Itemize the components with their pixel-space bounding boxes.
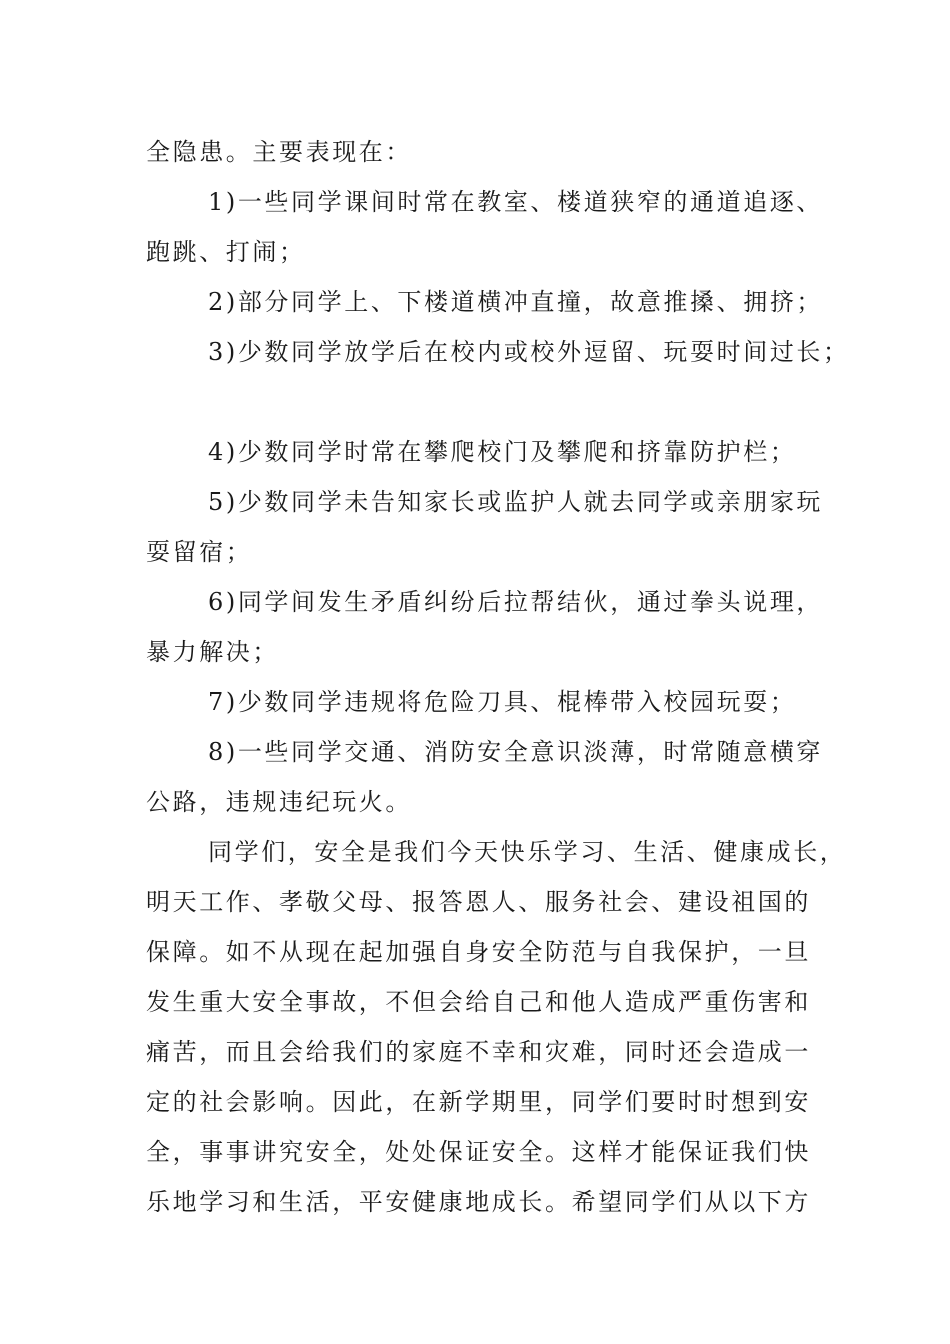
list-item-6-line: 6)同学间发生矛盾纠纷后拉帮结伙，通过拳头说理， — [208, 588, 824, 616]
paragraph-line: 同学们，安全是我们今天快乐学习、生活、健康成长， — [208, 838, 847, 866]
list-item-2-line: 2)部分同学上、下楼道横冲直撞，故意推搡、拥挤； — [208, 288, 824, 316]
list-item-5-continuation: 耍留宿； — [146, 538, 253, 566]
list-item-8-continuation: 公路，违规违纪玩火。 — [146, 788, 412, 816]
list-item-1-continuation: 跑跳、打闹； — [146, 238, 306, 266]
paragraph-line: 全，事事讲究安全，处处保证安全。这样才能保证我们快 — [146, 1138, 811, 1166]
list-item-1-line: 1)一些同学课间时常在教室、楼道狭窄的通道追逐、 — [208, 188, 824, 216]
list-item-5-line: 5)少数同学未告知家长或监护人就去同学或亲朋家玩 — [208, 488, 824, 516]
paragraph-line: 发生重大安全事故，不但会给自己和他人造成严重伤害和 — [146, 988, 811, 1016]
list-item-7-line: 7)少数同学违规将危险刀具、棍棒带入校园玩耍； — [208, 688, 797, 716]
paragraph-line: 定的社会影响。因此，在新学期里，同学们要时时想到安 — [146, 1088, 811, 1116]
list-item-6-continuation: 暴力解决； — [146, 638, 279, 666]
list-item-3-line: 3)少数同学放学后在校内或校外逗留、玩耍时间过长； — [208, 338, 850, 366]
paragraph-line: 痛苦，而且会给我们的家庭不幸和灾难，同时还会造成一 — [146, 1038, 811, 1066]
paragraph-line: 明天工作、孝敬父母、报答恩人、服务社会、建设祖国的 — [146, 888, 811, 916]
paragraph-line: 乐地学习和生活，平安健康地成长。希望同学们从以下方 — [146, 1188, 811, 1216]
text-line: 全隐患。主要表现在： — [146, 138, 412, 166]
list-item-4-line: 4)少数同学时常在攀爬校门及攀爬和挤靠防护栏； — [208, 438, 797, 466]
paragraph-line: 保障。如不从现在起加强自身安全防范与自我保护，一旦 — [146, 938, 811, 966]
list-item-8-line: 8)一些同学交通、消防安全意识淡薄，时常随意横穿 — [208, 738, 824, 766]
